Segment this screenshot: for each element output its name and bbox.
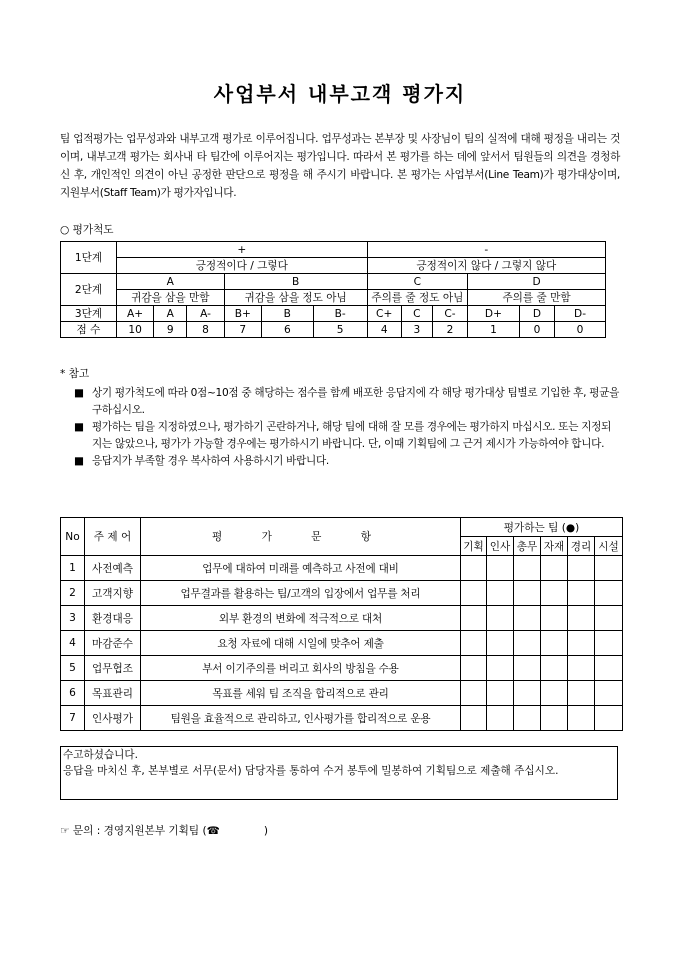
scale-group-desc: 귀감을 삼을 정도 아님 <box>224 290 367 306</box>
scale-group-letter: D <box>468 274 606 290</box>
closing-message-box <box>60 746 618 800</box>
header-question: 평 가 문 항 <box>141 518 461 556</box>
row-question: 외부 환경의 변화에 적극적으로 대처 <box>141 606 461 631</box>
row-subject: 사전예측 <box>85 556 141 581</box>
scale-grade: D <box>519 306 554 322</box>
contact-line <box>60 823 268 838</box>
team-header-materials: 자재 <box>541 537 568 556</box>
scale-section-label: ○ 평가척도 <box>60 224 114 236</box>
mark-cell[interactable] <box>595 631 623 656</box>
team-header-general-affairs: 총무 <box>514 537 541 556</box>
mark-cell[interactable] <box>487 681 514 706</box>
scale-score: 9 <box>154 322 187 338</box>
mark-cell[interactable] <box>568 606 595 631</box>
note-text: 상기 평가척도에 따라 0점~10점 중 해당하는 점수를 함께 배포한 응답지에 각 해당 평가대상 팀별로 기입한 후, 평균을 구하십시오. <box>92 387 620 416</box>
note-item <box>68 385 620 419</box>
closing-instructions: 응답을 마치신 후, 본부별로 서무(문서) 담당자를 통하여 수거 봉투에 밀봉하여 기획팀으로 제출해 주십시오. <box>63 765 559 777</box>
header-evaluating-teams: 평가하는 팀 (●) <box>461 518 623 537</box>
table-row <box>61 556 623 581</box>
table-row <box>61 706 623 731</box>
table-row <box>61 631 623 656</box>
row-subject: 업무협조 <box>85 656 141 681</box>
square-bullet-icon: ■ <box>74 387 84 399</box>
header-no: No <box>61 518 85 556</box>
mark-cell[interactable] <box>461 581 487 606</box>
mark-cell[interactable] <box>541 556 568 581</box>
scale-score: 4 <box>367 322 401 338</box>
scale-row4-label: 점 수 <box>61 322 117 338</box>
mark-cell[interactable] <box>461 556 487 581</box>
mark-cell[interactable] <box>568 581 595 606</box>
row-number: 2 <box>61 581 85 606</box>
row-question: 팀원을 효율적으로 관리하고, 인사평가를 합리적으로 운용 <box>141 706 461 731</box>
square-bullet-icon: ■ <box>74 455 84 467</box>
scale-score: 0 <box>519 322 554 338</box>
mark-cell[interactable] <box>487 556 514 581</box>
mark-cell[interactable] <box>461 706 487 731</box>
row-question: 업무에 대하여 미래를 예측하고 사전에 대비 <box>141 556 461 581</box>
scale-grade: B+ <box>224 306 261 322</box>
note-text: 응답지가 부족할 경우 복사하여 사용하시기 바랍니다. <box>92 455 329 467</box>
mark-cell[interactable] <box>487 631 514 656</box>
team-header-facilities: 시설 <box>595 537 623 556</box>
mark-cell[interactable] <box>568 631 595 656</box>
team-header-planning: 기획 <box>461 537 487 556</box>
scale-row1-label: 1단계 <box>61 242 117 274</box>
mark-cell[interactable] <box>461 631 487 656</box>
mark-cell[interactable] <box>568 656 595 681</box>
mark-cell[interactable] <box>514 681 541 706</box>
intro-paragraph: 팀 업적평가는 업무성과와 내부고객 평가로 이루어집니다. 업무성과는 본부장 및 사장님이 팀의 실적에 대해 평정을 내리는 것이며, 내부고객 평가는 회사내 타 팀간에 이루어지는 평가입니다. 따라서 본 평가를 하는 데에 앞서서 팀원들의 의견을 경청하신 후, 개인적인 의견이 아닌 공정한 판단으로 평정을 해 주시기 바랍니다. 본 평가는 사업부서(Line Team)가 평가대상이며, 지원부서(Staff Team)가 평가자입니다. <box>60 133 620 199</box>
scale-row3-label: 3단계 <box>61 306 117 322</box>
pointing-hand-icon: ☞ <box>60 825 70 837</box>
scale-group-letter: A <box>116 274 224 290</box>
evaluation-scale-table <box>60 241 606 338</box>
row-number: 3 <box>61 606 85 631</box>
contact-text: 문의 : 경영지원본부 기획팀 ( <box>72 825 207 837</box>
scale-score: 5 <box>313 322 367 338</box>
mark-cell[interactable] <box>514 606 541 631</box>
team-header-accounting: 경리 <box>568 537 595 556</box>
scale-score: 10 <box>116 322 153 338</box>
mark-cell[interactable] <box>595 706 623 731</box>
mark-cell[interactable] <box>541 656 568 681</box>
square-bullet-icon: ■ <box>74 421 84 433</box>
scale-grade: C <box>401 306 432 322</box>
mark-cell[interactable] <box>487 581 514 606</box>
table-row <box>61 681 623 706</box>
scale-score: 2 <box>432 322 467 338</box>
scale-grade: C- <box>432 306 467 322</box>
mark-cell[interactable] <box>487 706 514 731</box>
table-row <box>61 581 623 606</box>
mark-cell[interactable] <box>595 681 623 706</box>
mark-cell[interactable] <box>595 581 623 606</box>
mark-cell[interactable] <box>461 681 487 706</box>
scale-score: 6 <box>261 322 313 338</box>
evaluation-question-table <box>60 517 623 731</box>
scale-grade: D- <box>555 306 606 322</box>
reference-notes <box>60 366 620 470</box>
row-number: 7 <box>61 706 85 731</box>
scale-group-desc: 주의를 줄 만함 <box>468 290 606 306</box>
scale-group-letter: B <box>224 274 367 290</box>
closing-thanks: 수고하셨습니다. <box>63 749 139 761</box>
row-question: 부서 이기주의를 버리고 회사의 방침을 수용 <box>141 656 461 681</box>
scale-grade: A <box>154 306 187 322</box>
row-subject: 마감준수 <box>85 631 141 656</box>
scale-score: 3 <box>401 322 432 338</box>
scale-score: 0 <box>555 322 606 338</box>
row-subject: 목표관리 <box>85 681 141 706</box>
row-number: 6 <box>61 681 85 706</box>
table-row <box>61 656 623 681</box>
mark-cell[interactable] <box>568 681 595 706</box>
mark-cell[interactable] <box>595 606 623 631</box>
mark-cell[interactable] <box>541 581 568 606</box>
mark-cell[interactable] <box>541 606 568 631</box>
mark-cell[interactable] <box>461 656 487 681</box>
row-number: 5 <box>61 656 85 681</box>
mark-cell[interactable] <box>541 706 568 731</box>
mark-cell[interactable] <box>595 556 623 581</box>
mark-cell[interactable] <box>514 556 541 581</box>
scale-minus-sign: - <box>367 242 605 258</box>
row-question: 업무결과를 활용하는 팀/고객의 입장에서 업무를 처리 <box>141 581 461 606</box>
notes-heading: * 참고 <box>60 368 90 380</box>
scale-positive-text: 긍정적이다 / 그렇다 <box>116 258 367 274</box>
mark-cell[interactable] <box>514 706 541 731</box>
page-title: 사업부서 내부고객 평가지 <box>213 82 467 106</box>
mark-cell[interactable] <box>541 631 568 656</box>
row-question: 목표를 세워 팀 조직을 합리적으로 관리 <box>141 681 461 706</box>
note-text: 평가하는 팀을 지정하였으나, 평가하기 곤란하거나, 해당 팀에 대해 잘 모를 경우에는 평가하지 마십시오. 또는 지정되지는 않았으나, 평가가 가능할 경우에는 평가하시기 바랍니다. 단, 이때 기획팀에 그 근거 제시가 가능하여야 합니다. <box>92 421 612 450</box>
scale-score: 8 <box>187 322 224 338</box>
mark-cell[interactable] <box>568 556 595 581</box>
row-subject: 인사평가 <box>85 706 141 731</box>
scale-negative-text: 긍정적이지 않다 / 그렇지 않다 <box>367 258 605 274</box>
scale-row2-label: 2단계 <box>61 274 117 306</box>
note-item <box>68 453 620 470</box>
mark-cell[interactable] <box>541 681 568 706</box>
row-number: 4 <box>61 631 85 656</box>
row-question: 요청 자료에 대해 시일에 맞추어 제출 <box>141 631 461 656</box>
row-number: 1 <box>61 556 85 581</box>
scale-grade: D+ <box>468 306 520 322</box>
scale-group-desc: 주의를 줄 정도 아님 <box>367 290 467 306</box>
scale-group-desc: 귀감을 삼을 만함 <box>116 290 224 306</box>
mark-cell[interactable] <box>487 656 514 681</box>
mark-cell[interactable] <box>595 656 623 681</box>
note-item <box>68 419 620 453</box>
scale-plus-sign: + <box>116 242 367 258</box>
row-subject: 환경대응 <box>85 606 141 631</box>
scale-grade: B <box>261 306 313 322</box>
mark-cell[interactable] <box>514 656 541 681</box>
scale-score: 7 <box>224 322 261 338</box>
team-header-hr: 인사 <box>487 537 514 556</box>
table-row <box>61 606 623 631</box>
mark-cell[interactable] <box>568 706 595 731</box>
mark-cell[interactable] <box>487 606 514 631</box>
scale-group-letter: C <box>367 274 467 290</box>
row-subject: 고객지향 <box>85 581 141 606</box>
scale-grade: A- <box>187 306 224 322</box>
mark-cell[interactable] <box>514 631 541 656</box>
mark-cell[interactable] <box>461 606 487 631</box>
scale-score: 1 <box>468 322 520 338</box>
scale-grade: C+ <box>367 306 401 322</box>
mark-cell[interactable] <box>514 581 541 606</box>
scale-grade: B- <box>313 306 367 322</box>
contact-close-paren: ) <box>263 825 268 837</box>
phone-icon: ☎ <box>206 825 220 837</box>
scale-grade: A+ <box>116 306 153 322</box>
header-subject: 주 제 어 <box>85 518 141 556</box>
